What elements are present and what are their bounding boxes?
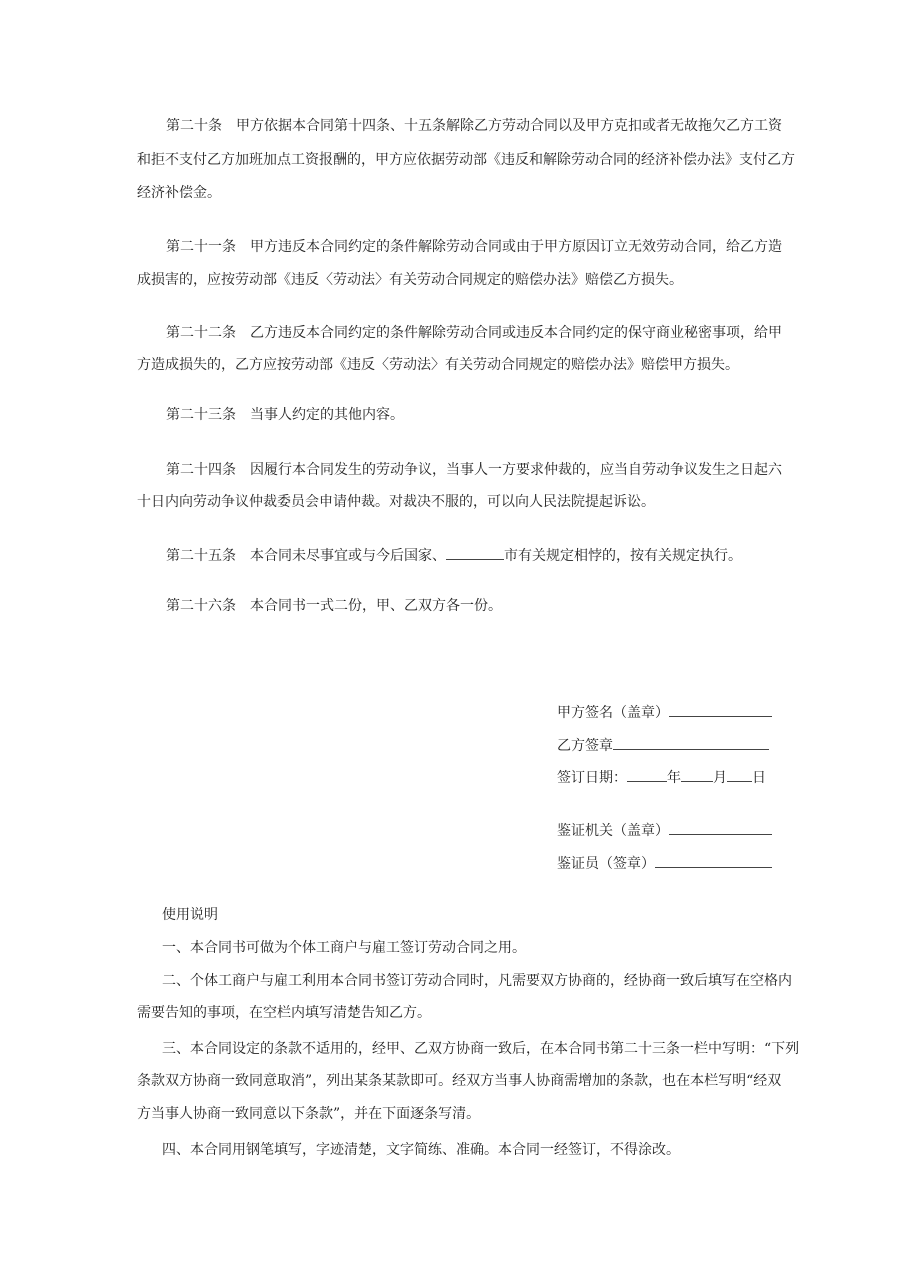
article-20-line-2: 和拒不支付乙方加班加点工资报酬的，甲方应依据劳动部《违反和解除劳动合同的经济补偿办法》支付乙方: [137, 152, 795, 168]
date-month-blank[interactable]: [681, 767, 713, 782]
note-3-line-3: 方当事人协商一致同意以下条款”，并在下面逐条写清。: [137, 1106, 481, 1122]
article-21-line-2: 成损害的，应按劳动部《违反〈劳动法〉有关劳动合同规定的赔偿办法》赔偿乙方损失。: [137, 272, 683, 288]
note-3-line-1: 三、本合同设定的条款不适用的，经甲、乙双方协商一致后，在本合同书第二十三条一栏中写明：“下列: [162, 1041, 800, 1057]
article-22-line-1: 第二十二条 乙方违反本合同约定的条件解除劳动合同或违反本合同约定的保守商业秘密事项，给甲: [166, 325, 782, 341]
article-25-line-1: [166, 545, 742, 566]
date-day-blank[interactable]: [727, 767, 752, 782]
notes-title: 使用说明: [162, 907, 218, 923]
article-25-text-after: 市有关规定相悖的，按有关规定执行。: [504, 548, 742, 564]
note-4-line-1: 四、本合同用钢笔填写，字迹清楚，文字简练、准确。本合同一经签订，不得涂改。: [162, 1142, 680, 1158]
note-3-line-2: 条款双方协商一致同意取消”，列出某条某款即可。经双方当事人协商需增加的条款，也在本栏写明“经双: [137, 1073, 782, 1089]
note-2-line-1: 二、个体工商户与雇工利用本合同书签订劳动合同时，凡需要双方协商的，经协商一致后填写在空格内: [162, 973, 792, 989]
article-21-line-1: 第二十一条 甲方违反本合同约定的条件解除劳动合同或由于甲方原因订立无效劳动合同，给乙方造: [166, 239, 782, 255]
note-2-line-2: 需要告知的事项，在空栏内填写清楚告知乙方。: [137, 1005, 431, 1021]
authority-seal-blank[interactable]: [669, 820, 772, 835]
article-26-line-1: 第二十六条 本合同书一式二份，甲、乙双方各一份。: [166, 598, 502, 614]
party-b-signature: 乙方签章: [557, 735, 769, 756]
authority-seal: 鉴证机关（盖章）: [557, 820, 772, 841]
article-20-line-3: 经济补偿金。: [137, 185, 221, 201]
officer-signature-blank[interactable]: [655, 853, 772, 868]
article-25-text-before: 第二十五条 本合同未尽事宜或与今后国家、: [166, 548, 446, 564]
note-1-line-1: 一、本合同书可做为个体工商户与雇工签订劳动合同之用。: [162, 940, 526, 956]
party-a-signature-blank[interactable]: [669, 702, 772, 717]
party-a-signature: 甲方签名（盖章）: [557, 702, 772, 723]
article-20-line-1: 第二十条 甲方依据本合同第十四条、十五条解除乙方劳动合同以及甲方克扣或者无故拖欠乙方工资: [166, 118, 782, 134]
party-b-signature-blank[interactable]: [613, 735, 769, 750]
article-24-line-2: 十日内向劳动争议仲裁委员会申请仲裁。对裁决不服的，可以向人民法院提起诉讼。: [137, 494, 655, 510]
city-blank[interactable]: [446, 545, 504, 560]
date-year-blank[interactable]: [627, 767, 667, 782]
article-24-line-1: 第二十四条 因履行本合同发生的劳动争议，当事人一方要求仲裁的，应当自劳动争议发生之日起六: [166, 462, 782, 478]
article-22-line-2: 方造成损失的，乙方应按劳动部《违反〈劳动法〉有关劳动合同规定的赔偿办法》赔偿甲方损失。: [137, 357, 739, 373]
officer-signature: 鉴证员（签章）: [557, 853, 772, 874]
signing-date: 签订日期： 年 月 日: [557, 767, 766, 788]
article-23-line-1: 第二十三条 当事人约定的其他内容。: [166, 407, 404, 423]
